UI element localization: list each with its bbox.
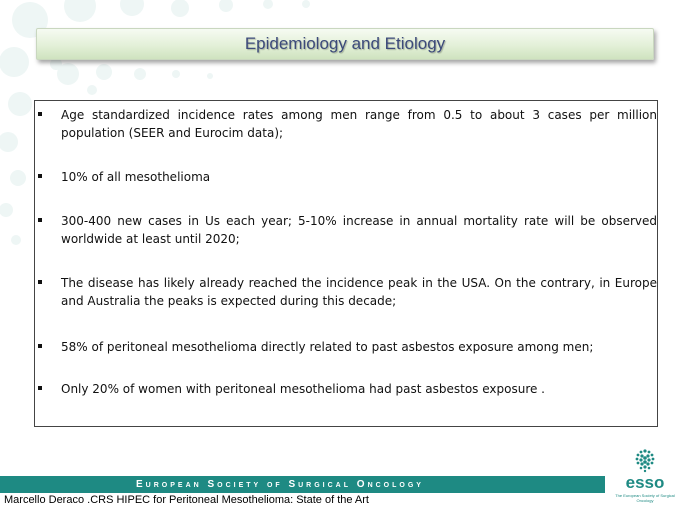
bullet-square-icon: [38, 218, 42, 222]
bullet-text: Age standardized incidence rates among men range from 0.5 to about 3 cases per million population (SEER and Eurocim data);: [61, 108, 657, 140]
bullet-item: [35, 106, 659, 142]
footer-credit: Marcello Deraco .CRS HIPEC for Peritoneal Mesothelioma: State of the Art: [4, 494, 369, 506]
bullet-square-icon: [38, 174, 42, 178]
bullet-item: [35, 380, 659, 398]
title-bar: [36, 28, 654, 60]
bullet-text: 300-400 new cases in Us each year; 5-10% increase in annual mortality rate will be observed worldwide at least until 2020;: [61, 214, 657, 246]
logo-wordmark: esso: [625, 473, 665, 492]
esso-logo: [614, 447, 676, 507]
bullet-item: [35, 168, 659, 186]
bullet-text: The disease has likely already reached the incidence peak in the USA. On the contrary, in Europe and Australia the peaks is expected during this decade;: [61, 276, 657, 308]
bullet-text: Only 20% of women with peritoneal mesothelioma had past asbestos exposure .: [61, 382, 545, 396]
logo-tagline: The European Society of Surgical Oncology: [615, 493, 675, 503]
bullet-text: 58% of peritoneal mesothelioma directly related to past asbestos exposure among men;: [61, 340, 594, 354]
bullet-item: [35, 212, 659, 248]
slide-title: Epidemiology and Etiology: [244, 34, 446, 53]
bullet-item: [35, 338, 659, 356]
footer-organization: European Society of Surgical Oncology: [136, 479, 424, 490]
content-box: [34, 100, 658, 427]
bullet-square-icon: [38, 280, 42, 284]
bullet-square-icon: [38, 112, 42, 116]
bullet-square-icon: [38, 386, 42, 390]
bullet-item: [35, 274, 659, 310]
bullet-square-icon: [38, 344, 42, 348]
footer-band: [0, 476, 605, 493]
esso-dots-icon: [614, 447, 676, 475]
bullet-text: 10% of all mesothelioma: [61, 170, 211, 184]
